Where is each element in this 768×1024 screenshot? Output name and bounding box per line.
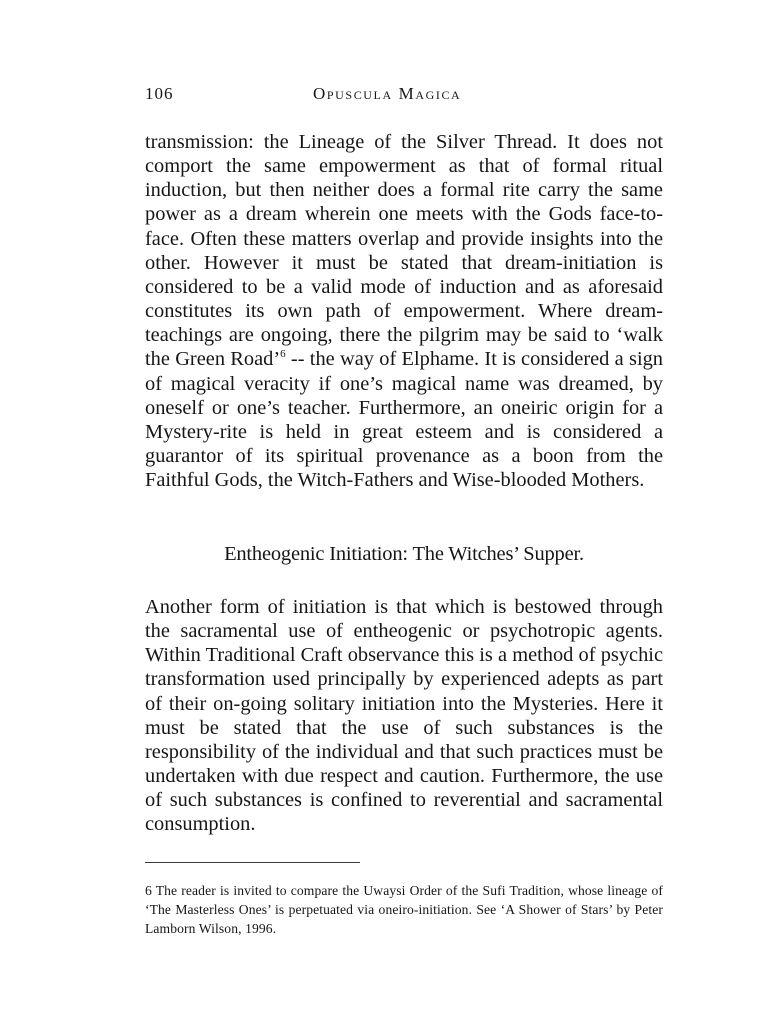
paragraph-text-end: -- the way of Elphame. It is considered a sign of magical veracity if one’s magical name was dreamed, by oneself or one’s teacher. Furthermore, an oneiric origin for a Mystery-rite is held in great esteem and is considered a guarantor of its spiritual provenance as a boon from the Faithful Gods, the Witch-Fathers and Wise-blooded Mothers.	[145, 348, 663, 492]
paragraph-text: Another form of initiation is that which is bestowed through the sacramental use of entheogenic or psychotropic agents. Within Traditional Craft observance this is a method of psychic transformation used principally by experienced adepts as part of their on-going solitary initiation into the Mysteries. Here it must be stated that the use of such substances is the responsibility of the individual and that such practices must be undertaken with due respect and caution. Furthermore, the use of such substances is confined to reverential and sacramental consumption.	[145, 596, 663, 836]
paragraph-text	[145, 130, 663, 492]
body-paragraph-2	[145, 595, 663, 837]
body-paragraph-1	[145, 130, 663, 492]
footnote-text: 6 The reader is invited to compare the Uwaysi Order of the Sufi Tradition, whose lineage of ‘The Masterless Ones’ is perpetuated via oneiro-initiation. See ‘A Shower of Stars’ by Peter Lamborn Wilson, 1996.	[145, 883, 663, 936]
section-heading: Entheogenic Initiation: The Witches’ Supper.	[224, 543, 584, 565]
paragraph-text-start: transmission: the Lineage of the Silver Thread. It does not comport the same empowerment as that of formal ritual induction, but then neither does a formal rite carry the same power as a dream wherein one meets with the Gods face-to-face. Often these matters overlap and provide insights into the other. However it must be stated that dream-initiation is considered to be a valid mode of induction and as aforesaid constitutes its own path of empowerment. Where dream-teachings are ongoing, there the pilgrim may be said to ‘walk the Green Road’	[145, 131, 663, 371]
footnote-divider	[145, 862, 360, 863]
book-title: Opuscula Magica	[313, 84, 462, 103]
running-head	[145, 84, 665, 108]
page-number: 106	[145, 84, 174, 103]
footnote	[145, 881, 663, 938]
footnote-reference: 6	[280, 348, 286, 361]
